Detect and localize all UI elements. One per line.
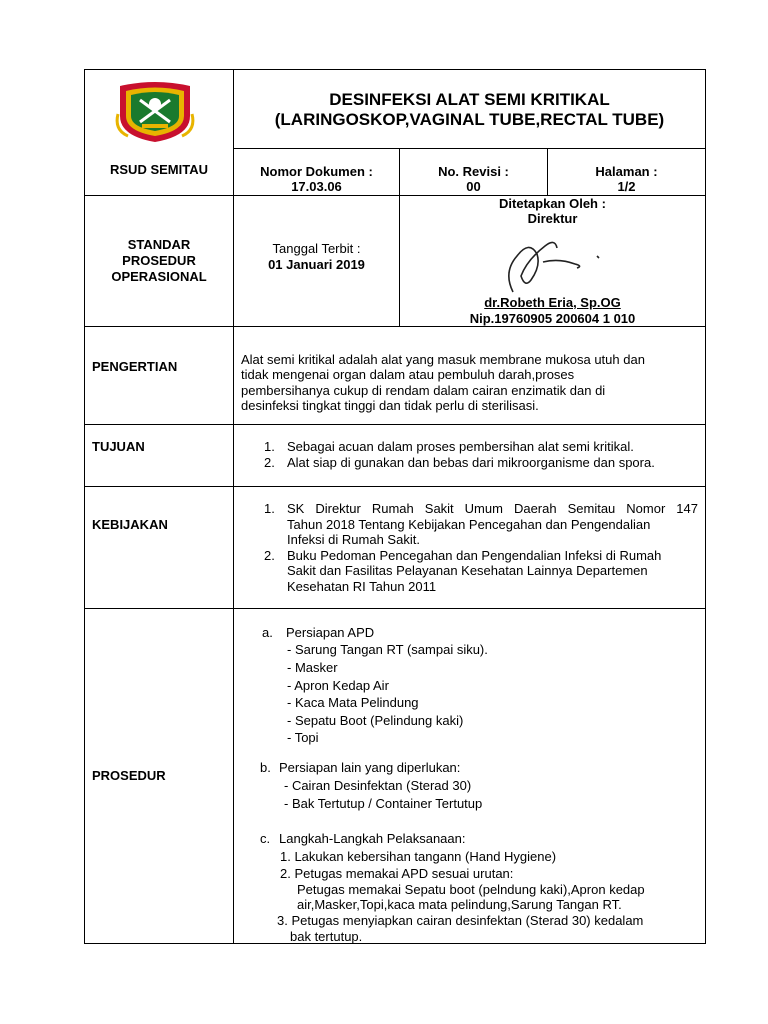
prosedur-a-item: - Sarung Tangan RT (sampai siku). <box>287 642 488 657</box>
prosedur-b-item: - Bak Tertutup / Container Tertutup <box>284 796 483 811</box>
revision-value: 00 <box>466 179 481 194</box>
prosedur-c-item: Petugas memakai Sepatu boot (pelndung kaki),Apron kedap <box>297 882 645 897</box>
prosedur-a-title: Persiapan APD <box>286 625 375 640</box>
tujuan-item-number: 1. <box>264 439 275 454</box>
revision-label: No. Revisi : <box>438 164 509 179</box>
doc-number-label: Nomor Dokumen : <box>260 164 373 179</box>
prosedur-a-item: - Topi <box>287 730 319 745</box>
tujuan-label: TUJUAN <box>92 439 145 454</box>
prosedur-a-marker: a. <box>262 625 273 640</box>
kebijakan-item-line: Buku Pedoman Pencegahan dan Pengendalian Infeksi di Rumah <box>287 548 662 563</box>
prosedur-b-title: Persiapan lain yang diperlukan: <box>279 760 461 775</box>
tujuan-item-number: 2. <box>264 455 275 470</box>
tujuan-item-text: Sebagai acuan dalam proses pembersihan alat semi kritikal. <box>287 439 634 454</box>
kebijakan-item-line: Sakit dan Fasilitas Pelayanan Kesehatan Lainnya Departemen <box>287 563 648 578</box>
signer-name: dr.Robeth Eria, Sp.OG <box>484 295 621 310</box>
pengertian-line: desinfeksi tingkat tinggi dan tidak perlu di sterilisasi. <box>241 398 539 413</box>
sop-label-line1: STANDAR <box>127 237 191 252</box>
kebijakan-item-number: 2. <box>264 548 275 563</box>
prosedur-c-item: 3. Petugas menyiapkan cairan desinfektan (Sterad 30) kedalam <box>277 913 644 928</box>
document-title-line2: (LARINGOSKOP,VAGINAL TUBE,RECTAL TUBE) <box>274 110 665 129</box>
prosedur-b-item: - Cairan Desinfektan (Sterad 30) <box>284 778 472 793</box>
page-value: 1/2 <box>617 179 636 194</box>
issue-date-value: 01 Januari 2019 <box>268 257 365 272</box>
pengertian-line: Alat semi kritikal adalah alat yang masuk membrane mukosa utuh dan <box>241 352 645 367</box>
kebijakan-item-line: Tahun 2018 Tentang Kebijakan Pencegahan dan Pengendalian <box>287 517 651 532</box>
prosedur-b-marker: b. <box>260 760 271 775</box>
prosedur-c-item: 1. Lakukan kebersihan tangann (Hand Hygiene) <box>280 849 557 864</box>
approved-by-label: Ditetapkan Oleh : <box>499 196 606 211</box>
doc-number-value: 17.03.06 <box>291 179 342 194</box>
tujuan-item-text: Alat siap di gunakan dan bebas dari mikroorganisme dan spora. <box>287 455 655 470</box>
approved-by-role: Direktur <box>527 211 578 226</box>
hospital-logo <box>112 80 198 144</box>
prosedur-c-title: Langkah-Langkah Pelaksanaan: <box>279 831 466 846</box>
prosedur-c-item: 2. Petugas memakai APD sesuai urutan: <box>280 866 514 881</box>
kebijakan-item-number: 1. <box>264 501 275 516</box>
prosedur-c-marker: c. <box>260 831 271 846</box>
prosedur-a-item: - Kaca Mata Pelindung <box>287 695 419 710</box>
issue-date-label: Tanggal Terbit : <box>272 241 361 256</box>
kebijakan-item-line: SK Direktur Rumah Sakit Umum Daerah Semitau Nomor 147 <box>287 501 698 516</box>
kebijakan-item-line: Kesehatan RI Tahun 2011 <box>287 579 437 594</box>
pengertian-line: pembersihanya cukup di rendam dalam cairan enzimatik dan di <box>241 383 606 398</box>
kebijakan-label: KEBIJAKAN <box>92 517 168 532</box>
signature <box>495 226 610 296</box>
page-label: Halaman : <box>595 164 658 179</box>
prosedur-c-item: air,Masker,Topi,kaca mata pelindung,Sarung Tangan RT. <box>297 897 622 912</box>
prosedur-label: PROSEDUR <box>92 768 166 783</box>
prosedur-a-item: - Masker <box>287 660 338 675</box>
pengertian-label: PENGERTIAN <box>92 359 178 374</box>
prosedur-a-item: - Sepatu Boot (Pelindung kaki) <box>287 713 464 728</box>
hospital-name: RSUD SEMITAU <box>110 162 208 177</box>
signer-nip: Nip.19760905 200604 1 010 <box>469 311 636 326</box>
prosedur-c-item: bak tertutup. <box>290 929 363 944</box>
pengertian-line: tidak mengenai organ dalam atau pembuluh darah,proses <box>241 367 575 382</box>
sop-label-line2: PROSEDUR <box>122 253 196 268</box>
sop-label-line3: OPERASIONAL <box>111 269 207 284</box>
kebijakan-item-line: Infeksi di Rumah Sakit. <box>287 532 420 547</box>
document-title-line1: DESINFEKSI ALAT SEMI KRITIKAL <box>329 90 610 109</box>
prosedur-a-item: - Apron Kedap Air <box>287 678 389 693</box>
